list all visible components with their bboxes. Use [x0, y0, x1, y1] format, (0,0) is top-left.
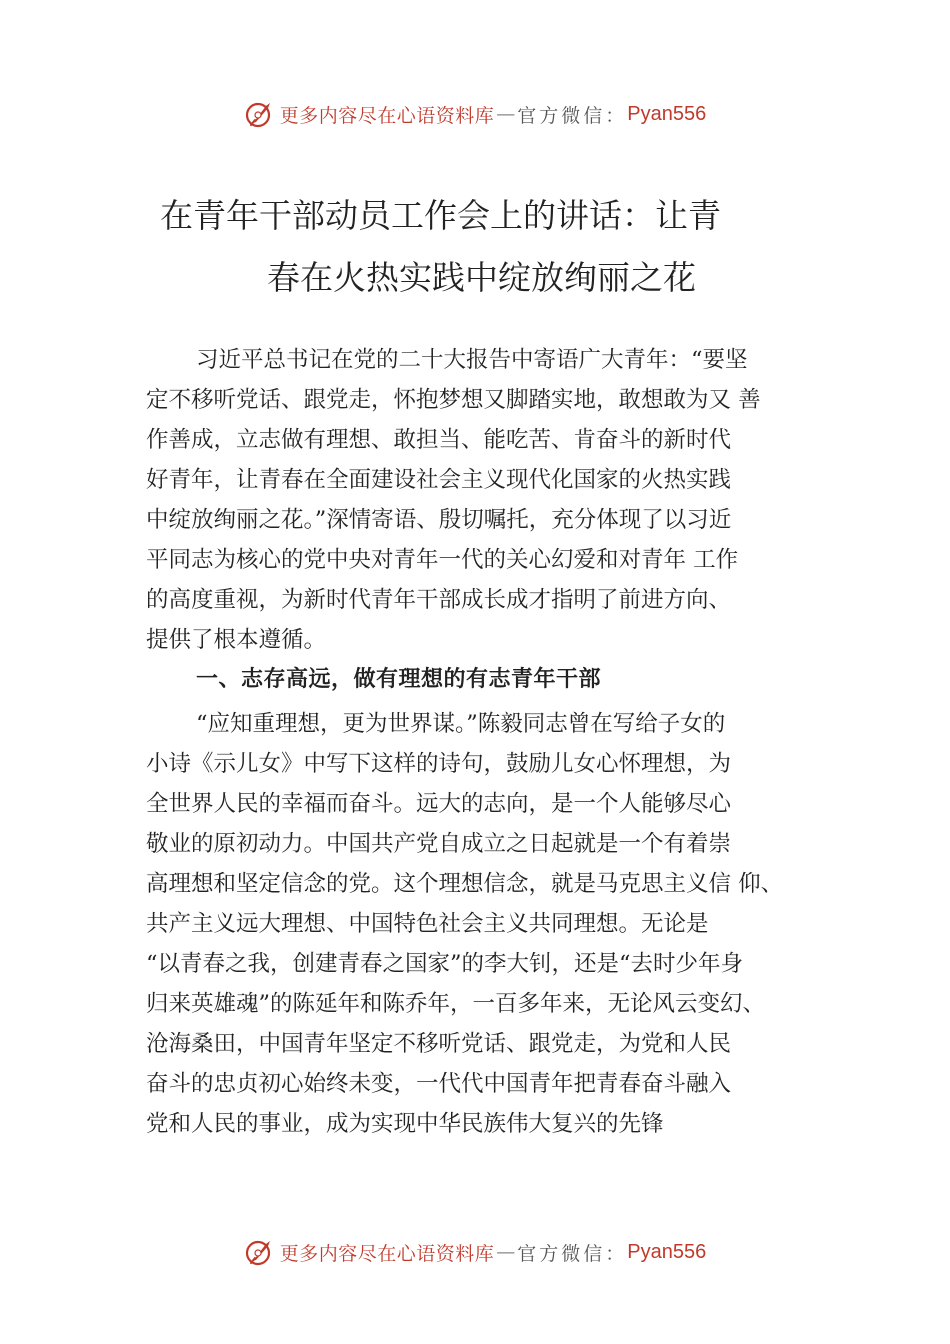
section-paragraph-line: 小诗《示儿女》中写下这样的诗句，鼓励儿女心怀理想，为 [146, 751, 732, 777]
section-paragraph-line: 沧海桑田，中国青年坚定不移听党话、跟党走，为党和人民 [146, 1031, 732, 1057]
document-title [150, 185, 810, 309]
section-paragraph-line: 全世界人民的幸福而奋斗。远大的志向，是一个人能够尽心 [146, 791, 732, 817]
watermark-brand-text: 更多内容尽在心语资料库 [279, 104, 495, 127]
intro-paragraph-line: 平同志为核心的党中央对青年一代的关心幻爱和对青年 工作 [146, 547, 739, 573]
section-heading: 一、志存高远，做有理想的有志青年干部 [196, 667, 602, 692]
intro-paragraph-line: 的高度重视，为新时代青年干部成长成才指明了前进方向、 [146, 587, 732, 613]
document-body [146, 340, 811, 1144]
quill-pen-logo-icon [244, 1236, 276, 1268]
intro-paragraph-line: 作善成，立志做有理想、敢担当、能吃苦、肯奋斗的新时代 [146, 427, 732, 453]
watermark-wechat-id: Pyan556 [627, 1240, 707, 1263]
watermark-brand-text: 更多内容尽在心语资料库 [279, 1242, 495, 1265]
section-paragraph-line: 奋斗的忠贞初心始终未变，一代代中国青年把青春奋斗融入 [146, 1071, 732, 1097]
watermark-separator: — [496, 1241, 516, 1263]
watermark-wechat-label: 官方微信： [517, 104, 628, 127]
intro-paragraph-line: 中绽放绚丽之花。”深情寄语、殷切嘱托，充分体现了以习近 [146, 507, 732, 533]
section-paragraph-line: 党和人民的事业，成为实现中华民族伟大复兴的先锋 [146, 1111, 664, 1137]
section-paragraph-line: 归来英雄魂”的陈延年和陈乔年，一百多年来，无论风云变幻、 [146, 991, 766, 1017]
intro-paragraph-line: 习近平总书记在党的二十大报告中寄语广大青年：“要坚 [196, 347, 748, 373]
section-paragraph-line: 高理想和坚定信念的党。这个理想信念，就是马克思主义信 仰、 [146, 871, 784, 897]
watermark-separator: — [496, 103, 516, 125]
watermark-banner-top [0, 94, 950, 134]
intro-paragraph-line: 定不移听党话、跟党走，怀抱梦想又脚踏实地，敢想敢为又 善 [146, 387, 761, 413]
watermark-wechat-label: 官方微信： [517, 1242, 628, 1265]
section-paragraph-line: 共产主义远大理想、中国特色社会主义共同理想。无论是 [146, 911, 709, 937]
section-paragraph-line: “以青春之我，创建青春之国家”的李大钊，还是“去时少年身 [146, 951, 744, 977]
intro-paragraph-line: 提供了根本遵循。 [146, 627, 327, 653]
section-paragraph-line: “应知重理想，更为世界谋。”陈毅同志曾在写给子女的 [196, 711, 726, 737]
watermark-wechat-id: Pyan556 [627, 102, 707, 125]
title-line: 在青年干部动员工作会上的讲话：让青 [160, 196, 721, 235]
quill-pen-logo-icon [244, 98, 276, 130]
watermark-banner-bottom [0, 1232, 950, 1272]
title-line: 春在火热实践中绽放绚丽之花 [267, 258, 696, 297]
section-paragraph-line: 敬业的原初动力。中国共产党自成立之日起就是一个有着崇 [146, 831, 732, 857]
intro-paragraph-line: 好青年，让青春在全面建设社会主义现代化国家的火热实践 [146, 467, 732, 493]
